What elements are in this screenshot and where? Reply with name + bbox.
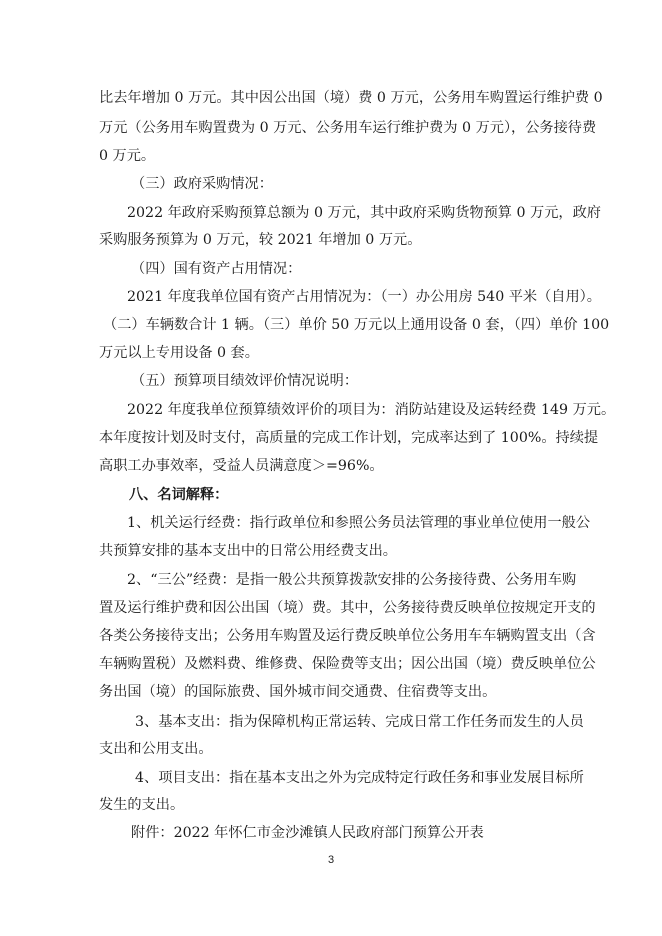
section-heading: （五）预算项目绩效评价情况说明： [131, 373, 359, 389]
text-line: 置及运行维护费和因公出国（境）费。其中，公务接待费反映单位按规定开支的 [99, 600, 596, 616]
text-line: 比去年增加 0 万元。其中因公出国（境）费 0 万元，公务用车购置运行维护费 0 [99, 90, 603, 106]
text-line: 各类公务接待支出；公务用车购置及运行费反映单位公务用车车辆购置支出（含 [99, 628, 596, 644]
text-line: 本年度按计划及时支付，高质量的完成工作计划，完成率达到了 100%。持续提 [99, 430, 599, 446]
text-line: 0 万元。 [99, 148, 156, 164]
page-number: 3 [327, 854, 335, 866]
text-line: 采购服务预算为 0 万元，较 2021 年增加 0 万元。 [99, 232, 422, 248]
text-line: 万元（公务用车购置费为 0 万元、公务用车运行维护费为 0 万元），公务接待费 [99, 120, 597, 136]
attachment-note: 附件：2022 年怀仁市金沙滩镇人民政府部门预算公开表 [131, 825, 484, 841]
text-line: 发生的支出。 [99, 797, 185, 813]
text-line: 2、“三公”经费：是指一般公共预算拨款安排的公务接待费、公务用车购 [127, 572, 577, 588]
text-line: 高职工办事效率，受益人员满意度＞=96%。 [99, 458, 384, 474]
section-heading: （四）国有资产占用情况： [131, 261, 302, 277]
text-line: 车辆购置税）及燃料费、维修费、保险费等支出；因公出国（境）费反映单位公 [99, 656, 596, 672]
text-line: 1、机关运行经费：指行政单位和参照公务员法管理的事业单位使用一般公 [127, 515, 591, 531]
text-line: 3、基本支出：指为保障机构正常运转、完成日常工作任务而发生的人员 [135, 714, 584, 730]
section-heading: （三）政府采购情况： [131, 176, 273, 192]
text-line: 支出和公用支出。 [99, 741, 213, 757]
text-line: 2021 年度我单位国有资产占用情况为：（一）办公用房 540 平米（自用）。 [127, 289, 601, 305]
text-line: （二）车辆数合计 1 辆。（三）单价 50 万元以上通用设备 0 套，（四）单价 100 [103, 317, 610, 333]
text-line: 共预算安排的基本支出中的日常公用经费支出。 [99, 543, 397, 559]
text-line: 2022 年度我单位预算绩效评价的项目为：消防站建设及运转经费 149 万元。 [127, 402, 616, 418]
text-line: 2022 年政府采购预算总额为 0 万元，其中政府采购货物预算 0 万元，政府 [127, 205, 601, 221]
text-line: 4、项目支出：指在基本支出之外为完成特定行政任务和事业发展目标所 [135, 770, 584, 786]
text-line: 务出国（境）的国际旅费、国外城市间交通费、住宿费等支出。 [99, 684, 497, 700]
chapter-heading: 八、名词解释： [129, 487, 229, 503]
text-line: 万元以上专用设备 0 套。 [99, 345, 259, 361]
